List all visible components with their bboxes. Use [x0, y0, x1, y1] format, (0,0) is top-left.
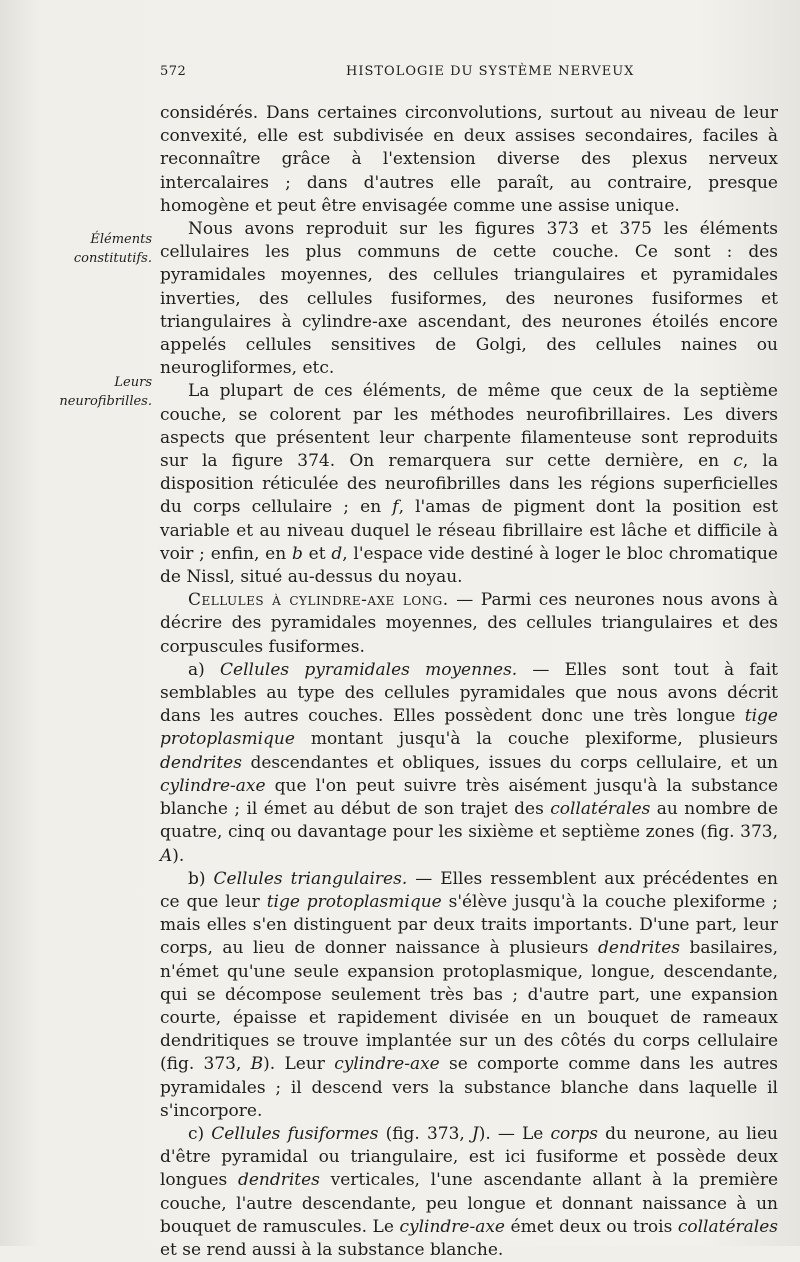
- paragraph: [160, 1123, 778, 1262]
- paragraph: [160, 380, 778, 589]
- paragraph: Nous avons reproduit sur les figures 373 et 375 les éléments cellulaires les plus communs de cette couche. Ce sont : des pyramidales moyennes, des cellules triangulaires et pyramidales inverties, des cellules fusiformes, des neurones fusiformes et triangulaires à cylindre-axe ascendant, des neurones étoilés encore appelés cellules sensitives de Golgi, des cellules naines ou neurogliformes, etc.: [160, 219, 778, 379]
- italic-run: dendrites: [237, 1170, 320, 1191]
- running-header: [160, 64, 760, 84]
- text-run: ). Leur: [263, 1054, 335, 1075]
- text-run: — Parmi ces neurones nous avons à décrire des pyramidales moyennes, des cellules triangulaires et des corpuscules fusiformes.: [160, 590, 778, 657]
- italic-run: c: [733, 451, 743, 472]
- item-label: b): [188, 868, 214, 889]
- item-label: c): [188, 1123, 212, 1144]
- text-run: ).: [172, 845, 185, 866]
- subheading: Cellules pyramidales moyennes.: [220, 659, 518, 680]
- subheading: Cellules triangulaires.: [213, 868, 408, 889]
- italic-run: cylindre-axe: [160, 775, 266, 796]
- italic-run: collatérales: [677, 1216, 778, 1237]
- subheading: Cellules fusiformes: [211, 1123, 379, 1144]
- text-run: , l'espace vide destiné à loger le bloc chromatique de Nissl, situé au-dessus du noyau.: [160, 543, 778, 588]
- paragraph: considérés. Dans certaines circonvolutions, surtout au niveau de leur convexité, elle est subdivisée en deux assises secondaires, faciles à reconnaître grâce à l'extension diverse des plexus nerveux intercalaires ; dans d'autres elle paraît, au contraire, presque homogène et peut être envisagée comme une assise unique.: [160, 103, 778, 216]
- text-run: basilaires, n'émet qu'une seule expansion protoplasmique, longue, descendante, qui se décompose seulement très bas ; d'autre part, une expansion courte, épaisse et rapidement divisée en un bouquet de rameaux dendritiques se trouve implantée sur un des côtés du corps cellulaire (fig. 373,: [160, 938, 778, 1075]
- italic-run: B: [250, 1054, 264, 1075]
- item-label: a): [188, 659, 220, 680]
- italic-run: corps: [550, 1123, 598, 1144]
- italic-run: d: [331, 543, 343, 564]
- text-run: montant jusqu'à la couche plexiforme, plusieurs: [294, 729, 778, 750]
- section-paragraph: [160, 589, 778, 659]
- italic-run: cylindre-axe: [334, 1054, 440, 1075]
- text-run: ). — Le: [478, 1123, 551, 1144]
- italic-run: A: [160, 845, 173, 866]
- margin-note-elements: Éléments constitutifs.: [73, 232, 152, 266]
- text-run: s'élève jusqu'à la couche plexiforme ; mais elles s'en distinguent par deux traits importants. D'une part, leur corps, au lieu de donner naissance à plusieurs: [160, 891, 778, 959]
- italic-run: dendrites: [160, 752, 242, 773]
- text-run: du neurone, au lieu d'être pyramidal ou triangulaire, est ici fusiforme et possède deux longues: [160, 1123, 778, 1191]
- text-run: et: [302, 543, 332, 564]
- text-run: émet deux ou trois: [505, 1216, 678, 1237]
- italic-run: tige protoplasmique: [160, 706, 778, 750]
- text-run: au nombre de quatre, cinq ou davantage pour les sixième et septième zones (fig. 373,: [160, 799, 778, 843]
- text-run: verticales, l'une ascendante allant à la première couche, l'autre descendante, peu longue et donnant naissance à un bouquet de ramuscules. Le: [160, 1170, 779, 1237]
- running-title: HISTOLOGIE DU SYSTÈME NERVEUX: [346, 64, 635, 79]
- text-run: (fig. 373,: [378, 1123, 472, 1144]
- italic-run: b: [291, 543, 303, 564]
- italic-run: cylindre-axe: [399, 1216, 505, 1237]
- text-run: que l'on peut suivre très aisément jusqu'à la substance blanche ; il émet au début de son trajet des: [160, 775, 778, 820]
- text-run: — Elles sont tout à fait semblables au type des cellules pyramidales que nous avons décrit dans les autres couches. Elles possèdent donc une très longue: [160, 659, 778, 727]
- text-run: descendantes et obliques, issues du corps cellulaire, et un: [241, 752, 778, 773]
- italic-run: dendrites: [598, 938, 680, 959]
- italic-run: f: [392, 497, 399, 518]
- page-number: 572: [160, 64, 187, 79]
- text-run: La plupart de ces éléments, de même que ceux de la septième couche, se colorent par les méthodes neurofibrillaires. Les divers aspects que présentent leur charpente filamenteuse sont reproduits sur la figure 374. On remarquera sur cette dernière, en: [160, 381, 778, 472]
- margin-note-neurofibrilles: Leurs neurofibrilles.: [59, 375, 152, 409]
- text-run: , l'amas de pigment dont la position est variable et au niveau duquel le réseau fibrillaire est lâche et difficile à voir ; enfin, en: [160, 497, 778, 564]
- section-heading: Cellules à cylindre-axe long.: [188, 590, 449, 611]
- paragraph: [160, 868, 778, 1123]
- text-run: , la disposition réticulée des neurofibrilles dans les régions superficielles du corps cellulaire ; en: [160, 451, 778, 518]
- italic-run: J: [471, 1123, 479, 1144]
- italic-run: collatérales: [550, 799, 651, 820]
- text-run: et se rend aussi à la substance blanche.: [160, 1239, 504, 1260]
- paragraph: [160, 659, 778, 868]
- italic-run: tige protoplasmique: [266, 891, 442, 912]
- body-text: [160, 102, 778, 1262]
- text-run: — Elles ressemblent aux précédentes en ce que leur: [160, 868, 778, 912]
- text-run: se comporte comme dans les autres pyramidales ; il descend vers la substance blanche dans laquelle il s'incorpore.: [160, 1054, 778, 1121]
